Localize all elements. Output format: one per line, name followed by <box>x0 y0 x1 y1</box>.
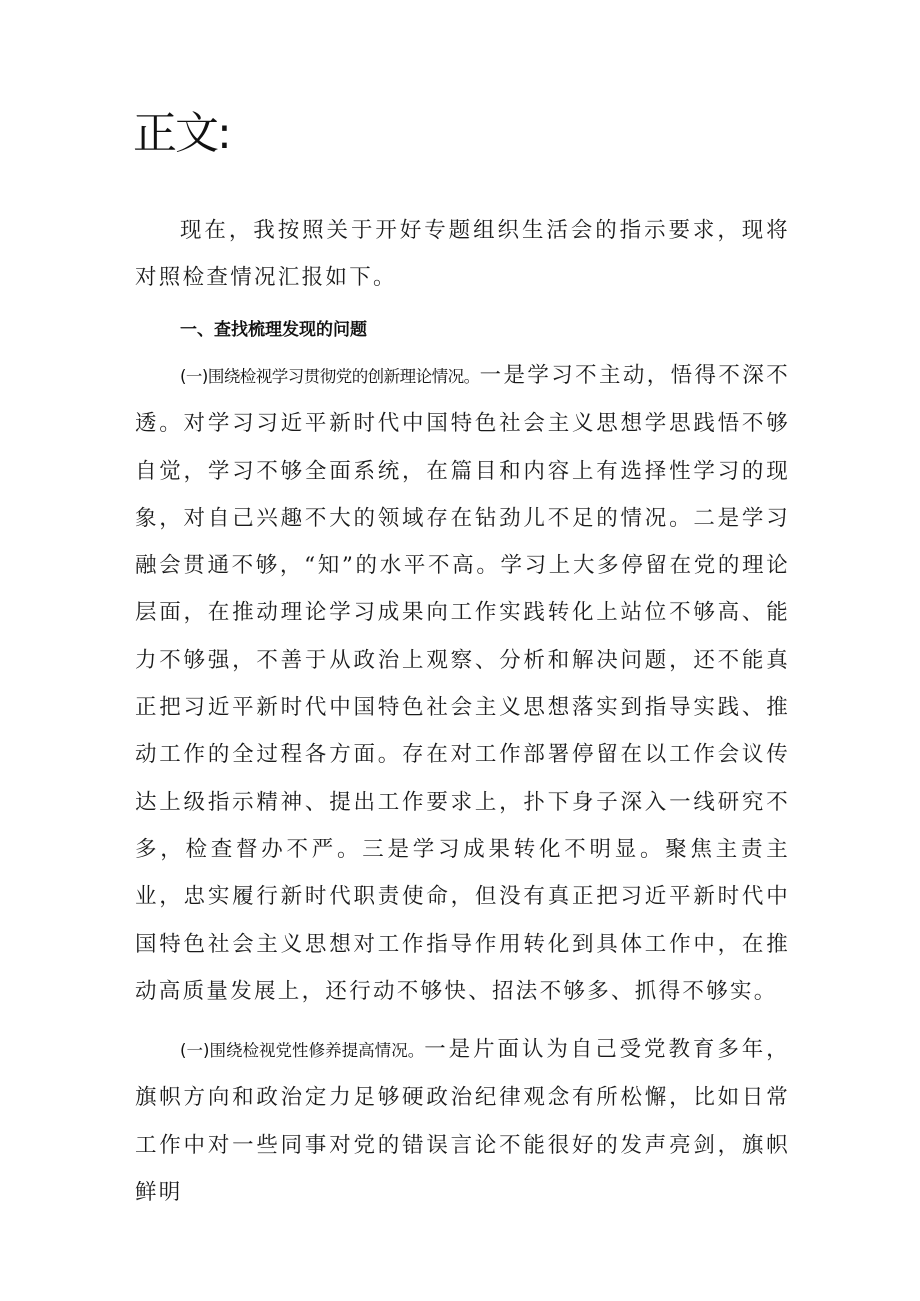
section-2-paragraph <box>135 1026 790 1216</box>
section-heading-find-problems: 一、查找梳理发现的问题 <box>180 320 367 340</box>
intro-paragraph: 现在，我按照关于开好专题组织生活会的指示要求，现将对照检查情况汇报如下。 <box>135 218 790 291</box>
section-1-subheading: (一)围绕检视学习贯彻党的创新理论情况。 <box>180 367 480 386</box>
section-1-paragraph <box>135 352 790 1015</box>
section-2-subheading: (一)围绕检视党性修养提高情况。 <box>180 1041 425 1060</box>
document-title: 正文: <box>133 108 230 159</box>
section-2-text: 一是片面认为自己受党教育多年，旗帜方向和政治定力足够硬政治纪律观念有所松懈，比如日常工作中对一些同事对党的错误言论不能很好的发声亮剑，旗帜鲜明 <box>135 1037 790 1205</box>
section-1-text: 一是学习不主动，悟得不深不透。对学习习近平新时代中国特色社会主义思想学思践悟不够自觉，学习不够全面系统，在篇目和内容上有选择性学习的现象，对自己兴趣不大的领域存在钻劲儿不足的情况。二是学习融会贯通不够，“知”的水平不高。学习上大多停留在党的理论层面，在推动理论学习成果向工作实践转化上站位不够高、能力不够强，不善于从政治上观察、分析和解决问题，还不能真正把习近平新时代中国特色社会主义思想落实到指导实践、推动工作的全过程各方面。存在对工作部署停留在以工作会议传达上级指示精神、提出工作要求上，扑下身子深入一线研究不多，检查督办不严。三是学习成果转化不明显。聚焦主责主业，忠实履行新时代职责使命，但没有真正把习近平新时代中国特色社会主义思想对工作指导作用转化到具体工作中，在推动高质量发展上，还行动不够快、招法不够多、抓得不够实。 <box>135 363 790 1004</box>
